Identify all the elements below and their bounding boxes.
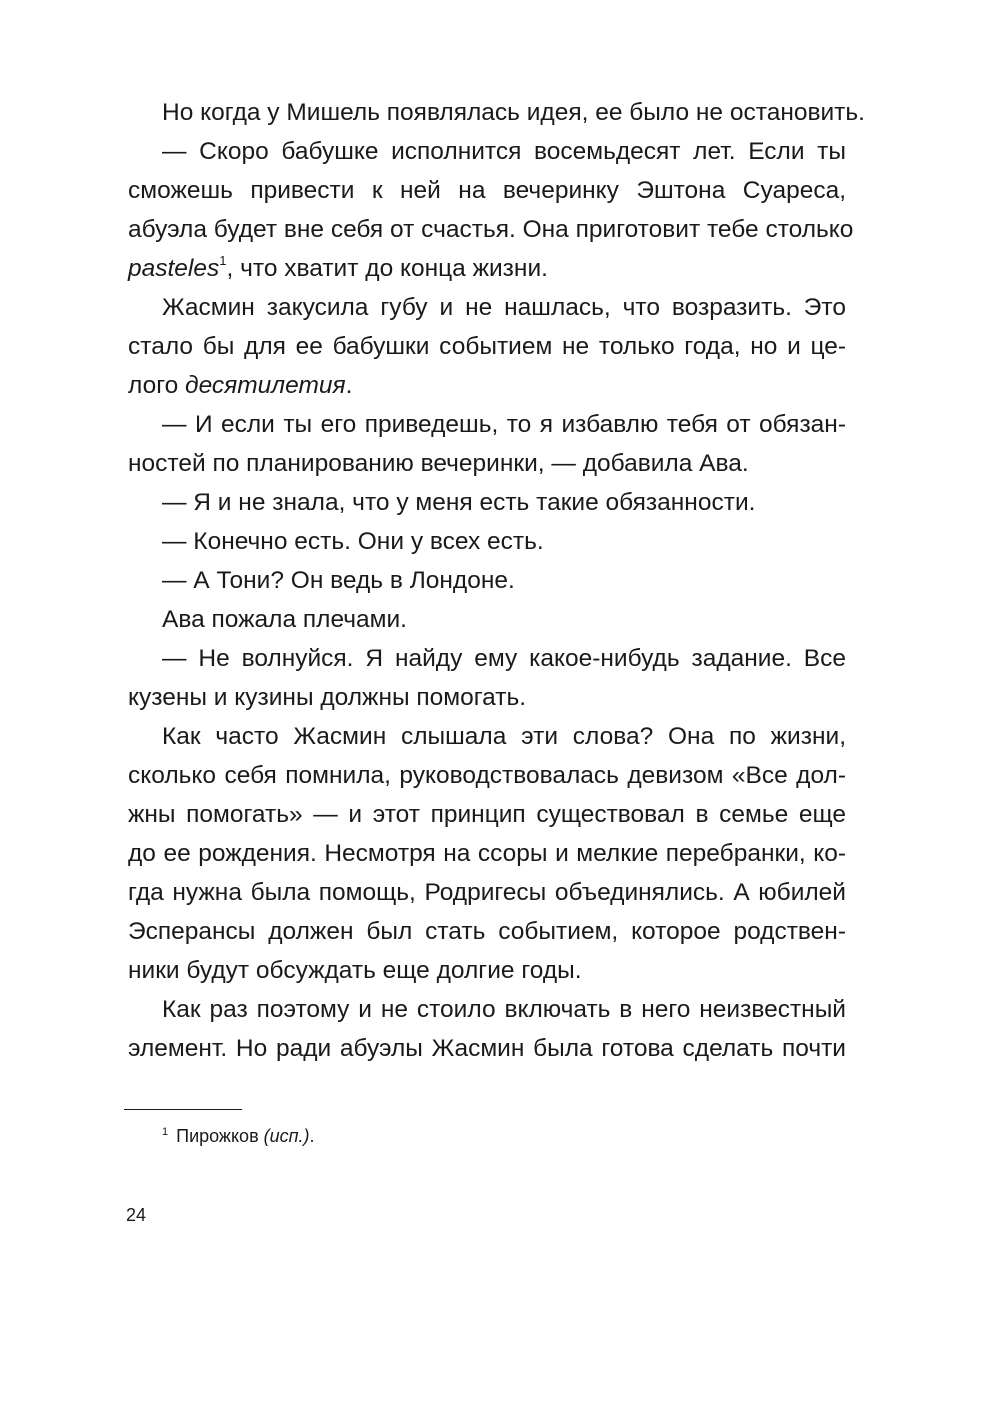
text-line: ностей по планированию вечеринки, — добавила Ава.: [128, 450, 749, 477]
text-line: Как раз поэтому и не стоило включать в него неизвестный: [162, 996, 846, 1023]
footnote-mark: 1: [162, 1126, 169, 1138]
text-line: абуэла будет вне себя от счастья. Она приготовит тебе столько: [128, 216, 854, 243]
text-line: — Конечно есть. Они у всех есть.: [162, 528, 544, 555]
text-line: — Не волнуйся. Я найду ему какое-нибудь задание. Все: [162, 645, 846, 672]
text-line: сколько себя помнила, руководствовалась девизом «Все дол-: [128, 762, 846, 789]
text-line: сможешь привести к ней на вечеринку Эштона Суареса,: [128, 177, 846, 204]
footnote-end: .: [309, 1126, 315, 1146]
footnote-divider: [124, 1109, 242, 1110]
footnote-italic: (исп.): [263, 1126, 310, 1146]
text-line: ники будут обсуждать еще долгие годы.: [128, 957, 582, 984]
footnote-text: Пирожков: [176, 1126, 264, 1146]
italic-word: pasteles: [128, 255, 220, 282]
footnote-ref: 1: [219, 253, 227, 268]
text-line: гда нужна была помощь, Родригесы объединялись. А юбилей: [128, 879, 846, 906]
text-line: Ава пожала плечами.: [162, 606, 407, 633]
text-line: Жасмин закусила губу и не нашлась, что возразить. Это: [162, 294, 846, 321]
text-line: — Я и не знала, что у меня есть такие обязанности.: [162, 489, 756, 516]
footnote: [162, 1124, 315, 1148]
text-line: [128, 371, 846, 401]
text-fragment: лого: [128, 372, 186, 399]
text-line: стало бы для ее бабушки событием не только года, но и це-: [128, 333, 846, 360]
page-number: 24: [126, 1205, 147, 1225]
text-line: — А Тони? Он ведь в Лондоне.: [162, 567, 515, 594]
italic-word: десятилетия: [185, 372, 346, 399]
text-line: [128, 254, 846, 284]
text-line: Как часто Жасмин слышала эти слова? Она по жизни,: [162, 723, 846, 750]
text-fragment: , что хватит до конца жизни.: [226, 255, 548, 282]
text-line: кузены и кузины должны помогать.: [128, 684, 527, 711]
text-line: Но когда у Мишель появлялась идея, ее было не остановить.: [162, 99, 865, 126]
text-line: до ее рождения. Несмотря на ссоры и мелкие перебранки, ко-: [128, 840, 846, 867]
text-line: — И если ты его приведешь, то я избавлю тебя от обязан-: [162, 411, 846, 438]
text-line: элемент. Но ради абуэлы Жасмин была готова сделать почти: [128, 1035, 846, 1062]
text-line: — Скоро бабушке исполнится восемьдесят лет. Если ты: [162, 138, 846, 165]
text-line: жны помогать» — и этот принцип существовал в семье еще: [128, 801, 846, 828]
text-fragment: .: [345, 372, 353, 399]
text-line: Эсперансы должен был стать событием, которое родствен-: [128, 918, 846, 945]
